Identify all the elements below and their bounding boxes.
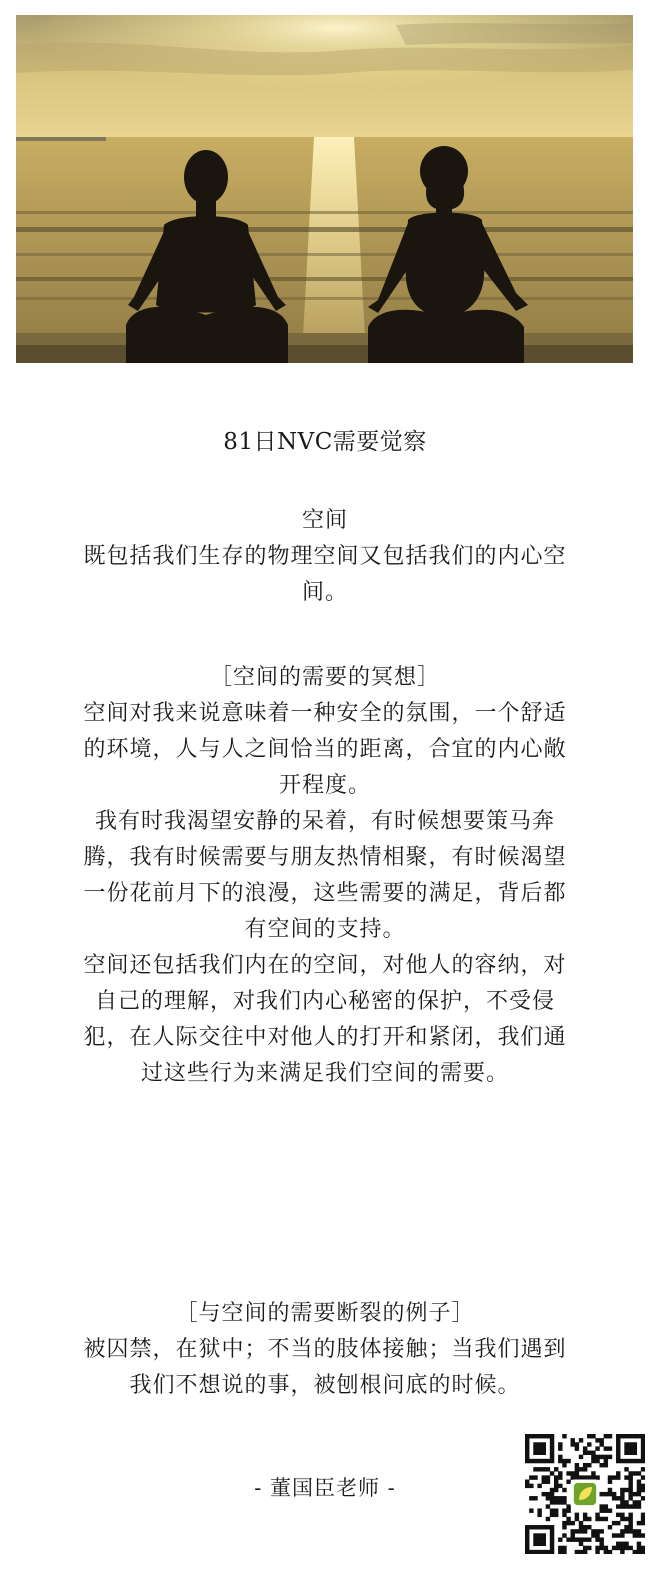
section-heading: 空间 — [301, 508, 348, 533]
examples-text: 被囚禁，在狱中；不当的肢体接触；当我们遇到我们不想说的事，被刨根问底的时候。 — [83, 1337, 567, 1398]
section-heading: ［与空间的需要断裂的例子］ — [175, 1301, 475, 1326]
qr-code-graphic — [525, 1434, 645, 1554]
examples-section — [80, 1296, 570, 1404]
section-heading: ［空间的需要的冥想］ — [209, 665, 440, 690]
author-signature: - 董国臣老师 - — [254, 1476, 396, 1500]
space-definition: 既包括我们生存的物理空间又包括我们的内心空间。 — [83, 544, 567, 605]
page-title: 81日NVC需要觉察 — [223, 429, 427, 455]
meditation-paragraph: 空间对我来说意味着一种安全的氛围，一个舒适的环境，人与人之间恰当的距离，合宜的内心敞开程度。 — [83, 701, 567, 798]
space-section — [80, 503, 570, 611]
meditation-paragraph: 空间还包括我们内在的空间，对他人的容纳，对自己的理解，对我们内心秘密的保护，不受侵犯，在人际交往中对他人的打开和紧闭，我们通过这些行为来满足我们空间的需要。 — [83, 953, 567, 1086]
meditation-sunset-picture — [16, 15, 633, 363]
qr-code-icon[interactable] — [525, 1434, 645, 1554]
hero-image — [16, 15, 633, 363]
meditation-paragraph: 我有时我渴望安静的呆着，有时候想要策马奔腾，我有时候需要与朋友热情相聚，有时候渴望一份花前月下的浪漫，这些需要的满足，背后都有空间的支持。 — [83, 809, 567, 942]
meditation-section — [80, 660, 570, 1092]
